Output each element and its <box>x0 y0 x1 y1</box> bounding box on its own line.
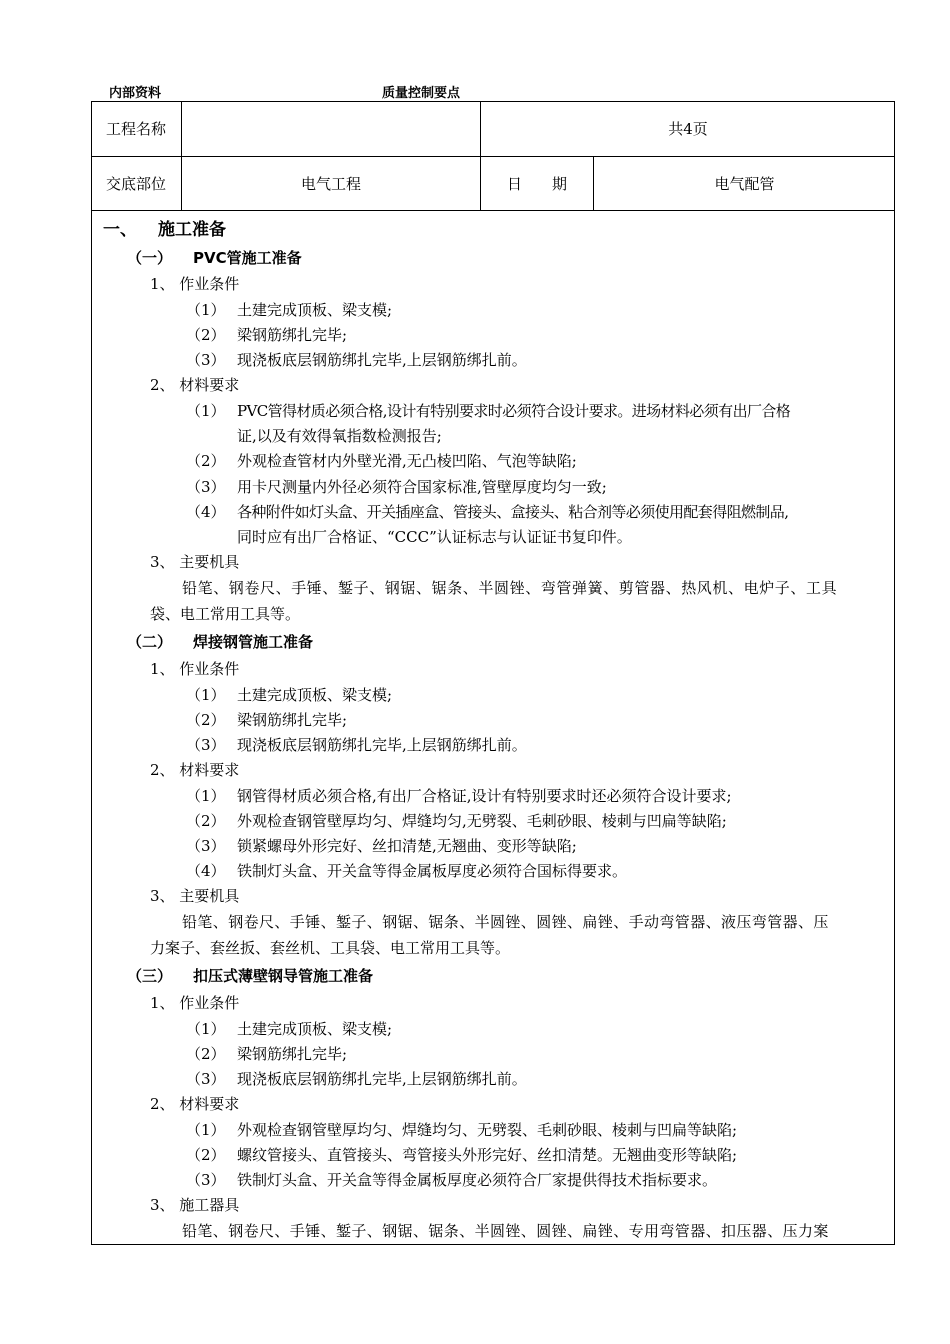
item-heading: 3、 主要机具 <box>150 887 240 905</box>
list-item-number: （2） <box>186 326 226 344</box>
item-heading: 2、 材料要求 <box>150 1095 240 1113</box>
list-item-number: （3） <box>186 1070 226 1088</box>
section-label: 交底部位 <box>105 175 166 193</box>
list-item-number: （1） <box>186 301 226 319</box>
item-heading: 2、 材料要求 <box>150 376 240 394</box>
list-item-number: （2） <box>186 812 226 830</box>
list-item: 螺纹管接头、直管接头、弯管接头外形完好、丝扣清楚。无翘曲变形等缺陷; <box>237 1146 738 1164</box>
list-item: 外观检查管材内外壁光滑,无凸棱凹陷、气泡等缺陷; <box>237 452 577 470</box>
list-item: 各种附件如灯头盒、开关插座盒、管接头、盒接头、粘合剂等必须使用配套得阻燃制品, <box>237 503 789 521</box>
list-item-number: （1） <box>186 1121 226 1139</box>
main-heading-number: 一、 <box>103 220 137 240</box>
date-value: 电气配管 <box>714 175 775 193</box>
subsection-title: 扣压式薄壁钢导管施工准备 <box>193 967 374 985</box>
subsection-number: （二） <box>127 633 173 651</box>
list-item: 土建完成顶板、梁支模; <box>237 1020 393 1038</box>
subsection-number: （三） <box>127 967 173 985</box>
list-item: 现浇板底层钢筋绑扎完毕,上层钢筋绑扎前。 <box>237 736 527 754</box>
paragraph-continuation: 袋、电工常用工具等。 <box>150 605 301 623</box>
list-item: 梁钢筋绑扎完毕; <box>237 1045 348 1063</box>
list-item: 现浇板底层钢筋绑扎完毕,上层钢筋绑扎前。 <box>237 351 527 369</box>
project-name-value <box>182 101 480 156</box>
list-item: 外观检查钢管壁厚均匀、焊缝均匀,无劈裂、毛刺砂眼、棱刺与凹扁等缺陷; <box>237 812 727 830</box>
paragraph: 铅笔、钢卷尺、手锤、錾子、钢锯、锯条、半圆锉、圆锉、扁锉、手动弯管器、液压弯管器、压 <box>182 913 829 931</box>
list-item-continuation: 同时应有出厂合格证、“CCC”认证标志与认证证书复印件。 <box>237 528 632 546</box>
section-value: 电气工程 <box>300 175 361 193</box>
list-item-number: （4） <box>186 862 226 880</box>
list-item: 锁紧螺母外形完好、丝扣清楚,无翘曲、变形等缺陷; <box>237 837 577 855</box>
row-divider-2 <box>91 210 895 211</box>
list-item-number: （3） <box>186 478 226 496</box>
main-heading: 施工准备 <box>158 220 226 240</box>
list-item: 用卡尺测量内外径必须符合国家标准,管壁厚度均匀一致; <box>237 478 607 496</box>
subsection-number: （一） <box>127 249 173 267</box>
list-item-number: （2） <box>186 452 226 470</box>
list-item: PVC管得材质必须合格,设计有特别要求时必须符合设计要求。进场材料必须有出厂合格 <box>237 402 791 420</box>
date-label: 日 期 <box>506 175 567 193</box>
list-item: 土建完成顶板、梁支模; <box>237 301 393 319</box>
item-heading: 3、 施工器具 <box>150 1196 240 1214</box>
subsection-title: PVC管施工准备 <box>193 249 302 267</box>
header-title: 质量控制要点 <box>382 86 461 101</box>
list-item-number: （1） <box>186 1020 226 1038</box>
list-item: 外观检查钢管壁厚均匀、焊缝均匀、无劈裂、毛刺砂眼、棱刺与凹扁等缺陷; <box>237 1121 738 1139</box>
list-item-number: （3） <box>186 837 226 855</box>
list-item-number: （1） <box>186 686 226 704</box>
list-item: 现浇板底层钢筋绑扎完毕,上层钢筋绑扎前。 <box>237 1070 527 1088</box>
list-item: 铁制灯头盒、开关盒等得金属板厚度必须符合厂家提供得技术指标要求。 <box>237 1171 718 1189</box>
paragraph-continuation: 力案子、套丝扳、套丝机、工具袋、电工常用工具等。 <box>150 939 511 957</box>
item-heading: 3、 主要机具 <box>150 553 240 571</box>
list-item-number: （4） <box>186 503 226 521</box>
list-item: 梁钢筋绑扎完毕; <box>237 711 348 729</box>
item-heading: 1、 作业条件 <box>150 660 240 678</box>
list-item-number: （2） <box>186 1045 226 1063</box>
list-item-number: （3） <box>186 736 226 754</box>
list-item-number: （2） <box>186 711 226 729</box>
list-item: 土建完成顶板、梁支模; <box>237 686 393 704</box>
header-left: 内部资料 <box>109 86 162 101</box>
project-name-label: 工程名称 <box>105 120 166 138</box>
item-heading: 2、 材料要求 <box>150 761 240 779</box>
item-heading: 1、 作业条件 <box>150 275 240 293</box>
paragraph: 铅笔、钢卷尺、手锤、錾子、钢锯、锯条、半圆锉、圆锉、扁锉、专用弯管器、扣压器、压力案 <box>182 1222 829 1240</box>
list-item: 钢管得材质必须合格,有出厂合格证,设计有特别要求时还必须符合设计要求; <box>237 787 732 805</box>
subsection-title: 焊接钢管施工准备 <box>193 633 314 651</box>
list-item: 梁钢筋绑扎完毕; <box>237 326 348 344</box>
list-item-number: （2） <box>186 1146 226 1164</box>
list-item-number: （1） <box>186 787 226 805</box>
list-item-number: （1） <box>186 402 226 420</box>
paragraph: 铅笔、钢卷尺、手锤、錾子、钢锯、锯条、半圆锉、弯管弹簧、剪管器、热风机、电炉子、工具 <box>182 579 838 597</box>
list-item: 铁制灯头盒、开关盒等得金属板厚度必须符合国标得要求。 <box>237 862 628 880</box>
list-item-continuation: 证,以及有效得氧指数检测报告; <box>237 427 442 445</box>
page-count: 共4页 <box>668 120 708 138</box>
list-item-number: （3） <box>186 1171 226 1189</box>
item-heading: 1、 作业条件 <box>150 994 240 1012</box>
list-item-number: （3） <box>186 351 226 369</box>
